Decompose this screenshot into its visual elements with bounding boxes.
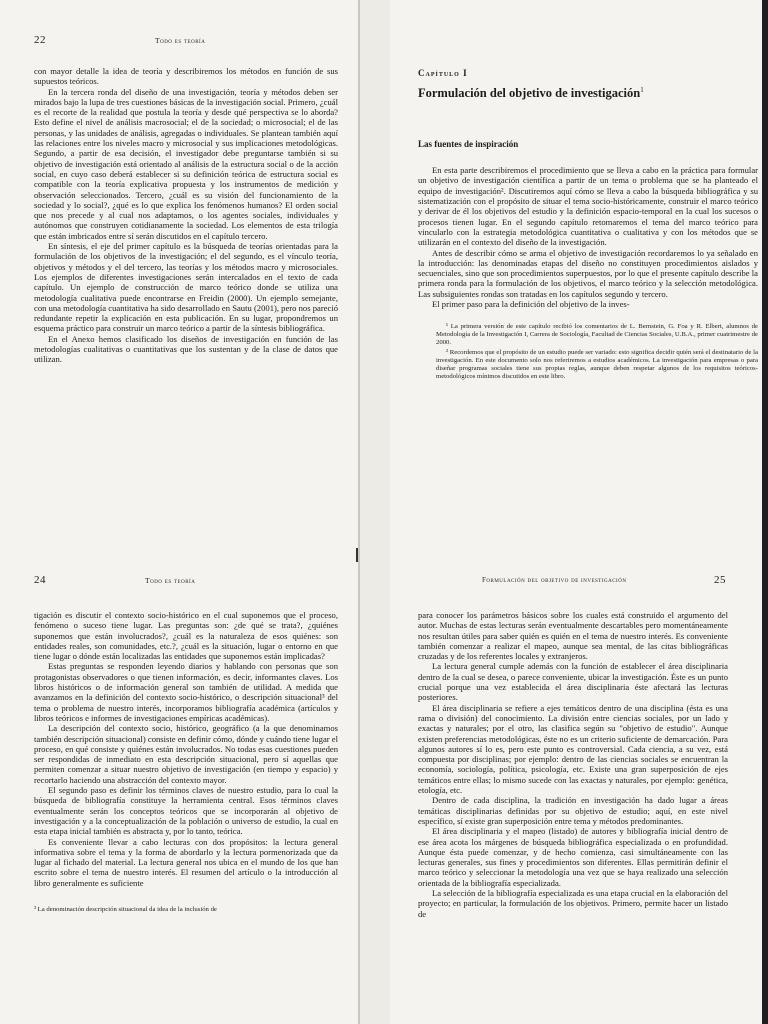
paragraph: con mayor detalle la idea de teoría y describiremos los métodos en función de sus supuestos teóricos. <box>34 66 338 87</box>
paragraph: Es conveniente llevar a cabo lecturas con dos propósitos: la lectura general informativa sobre el tema y la forma de abordarlo y la lectura pormenorizada que da lugar al fichado del material. La lectura general nos ubica en el mundo de los que han escrito sobre el tema de nuestro interés. El resumen del artículo o la introducción al libro generalmente es suficiente <box>34 836 338 888</box>
paragraph: La descripción del contexto socio, histórico, geográfico (a la que denominamos también descripción situacional) consiste en definir cómo, dónde y cuándo tiene lugar el proceso, en qué consiste y quiénes están involucrados. No todas esas cuestiones pueden ser respondidas de inmediato en esta descripción situacional, pero sí aquellas que permiten comenzar a situar nuestro objetivo de investigación (en tiempo y espacio) y recortarlo haciendo una abstracción del contexto mayor. <box>34 723 338 785</box>
paragraph: La lectura general cumple además con la función de establecer el área disciplinaria dentro de la cual se desea, o parece conveniente, ubicar la investigación. Éste es un punto crucial porque una vez establecida el área disciplinaria éste afectará las lecturas posteriores. <box>418 661 728 703</box>
footnote-ref: 1 <box>640 86 644 94</box>
chapter-title <box>418 86 768 101</box>
page-22 <box>10 30 352 515</box>
page-25 <box>396 570 768 1024</box>
running-head-title: Todo es teoría <box>145 576 196 585</box>
paragraph: Antes de describir cómo se arma el objetivo de investigación recordaremos lo ya señalado en la introducción: las denominadas etapas del diseño no constituyen procedimientos aislados y secuenciales, sino que son procedimientos superpuestos, por lo que el presente capítulo describe la primera ronda para la formulación de los objetivos, el marco teórico y la selección metodológica. Las subsiguientes rondas son tratadas en los capítulos segundo y tercero. <box>418 247 758 299</box>
running-head-title: Formulación del objetivo de investigación <box>482 576 627 584</box>
chapter-title-text: Formulación del objetivo de investigación <box>418 86 641 101</box>
paragraph: La selección de la bibliografía especializada es una etapa crucial en la elaboración del proyecto; en particular, la formulación de los objetivos. Primero, permite hacer un listado de <box>418 888 728 919</box>
body-text <box>10 592 352 888</box>
body-text <box>10 52 352 365</box>
running-header <box>10 30 352 52</box>
paragraph: El segundo paso es definir los términos claves de nuestro estudio, para lo cual la búsqueda de bibliografía constituye la herramienta central. Esos términos claves eventualmente serán los conceptos teóricos que se incorporarán al objetivo de investigación y a la conceptualización de la población o universo de estudio, la cual en esta etapa inicial también es abstracta y, por lo tanto, teórica. <box>34 785 338 837</box>
paragraph: Estas preguntas se responden leyendo diarios y hablando con personas que son protagonistas observadores o que tienen información, es decir, informantes claves. Los libros históricos o de información general son también de utilidad. A medida que avanzamos en la definición del contexto socio-histórico, o descripción situacional³ del tema o problema de nuestro interés, incorporamos bibliografía académica (artículos y libros teóricos e informes de investigaciones empíricas académicas). <box>34 661 338 723</box>
page-number: 22 <box>34 34 46 46</box>
paragraph: En esta parte describiremos el procedimiento que se lleva a cabo en la práctica para formular un objetivo de investigación científica a partir de un tema o problema que se ha planteado el equipo de investigación². Discutiremos aquí cómo se lleva a cabo la búsqueda bibliográfica y su sistematización con el propósito de situar el tema socio-históricamente, construir el marco teórico y derivar de él los objetivos del estudio y la definición espacio-temporal en la cual los sucesos o procesos tienen lugar. En el segundo capítulo retomaremos el tema del marco teórico para vincularlo con la estrategia metodológica cuantitativa o cualitativa y con los métodos que se utilizarán en el contexto del diseño de la investigación. <box>418 165 758 248</box>
fold-mark <box>356 548 358 562</box>
chapter-label: Capítulo I <box>418 68 468 78</box>
page-24 <box>10 570 352 1024</box>
footnotes <box>396 323 768 381</box>
page-number: 25 <box>714 574 726 586</box>
paragraph: El área disciplinaria se refiere a ejes temáticos dentro de una disciplina (ésta es una rama o división) del conocimiento. La división entre ciencias sociales, por un lado y exactas y naturales; por el otro, las clasifica según su "objetivo de estudio". Aunque existen preferencias metodológicas, éste no es un criterio suficiente de demarcación. Para algunos autores sí lo es, pero este punto es controversial. Cada ciencia, a su vez, está compuesta por disciplinas; por ejemplo: dentro de las ciencias sociales se encuentran la economía, sociología, política, psicología, etc. Existe una gran superposición de ejes temáticos entre ellas; lo mismo sucede con las exactas y naturales, por ejemplo: genética, etología, etc. <box>418 702 728 796</box>
running-head-title: Todo es teoría <box>155 36 206 45</box>
running-header <box>10 570 352 592</box>
body-text <box>396 165 768 309</box>
page-fold <box>358 0 360 1024</box>
footnote: ¹ La primera versión de este capítulo recibió los comentarios de L. Bernstein, G. Foa y R. Elbert, alumnos de Metodología de la Investigación I, Carrera de Sociología, Facultad de Ciencias Sociales, U.B.A., primer cuatrimestre de 2000. <box>436 323 758 347</box>
paragraph: Dentro de cada disciplina, la tradición en investigación ha dado lugar a áreas temáticas disciplinarias definidas por su objetivo de estudio; aquí, en este nivel específico, sí existe gran superposición entre tema y métodos predominantes. <box>418 795 728 826</box>
page-number: 24 <box>34 574 46 586</box>
running-header <box>396 570 768 592</box>
book-gutter <box>360 0 390 1024</box>
section-title: Las fuentes de inspiración <box>418 139 519 150</box>
paragraph: para conocer los parámetros básicos sobre los cuales está construido el argumento del autor. Muchas de estas lecturas serán eventualmente descartables pero momentáneamente nos resultan útiles para saber quién es quién en el tema de nuestro interés. Es conveniente también comenzar a realizar el mapeo, aunque sea mental, de las citas bibliográficas cruzadas y de los referentes locales y extranjeros. <box>418 610 728 662</box>
footnote: ² Recordemos que el propósito de un estudio puede ser variado: esto significa decidir quién será el destinatario de la investigación. En este documento solo nos referiremos a estudios académicos. La investigación para empresas o para diseñar programas sociales tiene sus propias reglas, aunque deben respetar algunos de los requisitos teóricos-metodológicos mínimos discutidos en este libro. <box>436 349 758 381</box>
paragraph: El primer paso para la definición del objetivo de la inves- <box>432 299 630 310</box>
body-text <box>396 592 768 919</box>
paragraph: El área disciplinaria y el mapeo (listado) de autores y bibliografía inicial dentro de ese área acota los márgenes de búsqueda bibliográfica especializada o en profundidad. Aunque ésta puede comenzar, y de hecho comienza, casi simultáneamente con las lecturas generales, sus fines y procedimientos son diferentes. Ellas permitirán definir el marco teórico y seleccionar la metodología una vez que se haya realizado una selección orientada de la bibliografía especializada. <box>418 826 728 888</box>
page-23 <box>396 30 768 515</box>
paragraph: tigación es discutir el contexto socio-histórico en el cual suponemos que el proceso, fenómeno o suceso tiene lugar. Las preguntas son: ¿de qué se trata?, ¿quiénes suponemos que están involucrados?, ¿cuál es la naturaleza de esos quiénes: son entidades reales, son comunidades, etc.?, ¿cuál es la situación, lugar o entorno en que tiene lugar o dónde están localizadas las entidades que suponemos están implicadas? <box>34 610 338 662</box>
footnote: ³ La denominación descripción situacional da idea de la inclusión de <box>34 906 217 914</box>
paragraph: En el Anexo hemos clasificado los diseños de investigación en función de las metodologías cualitativas o cuantitativas que los sustentan y de la clase de datos que utilizan. <box>34 333 338 365</box>
paragraph: En síntesis, el eje del primer capítulo es la búsqueda de teorías orientadas para la formulación de los objetivos de la investigación; el del segundo, es el vínculo teoría, objetivos y métodos y el del tercero, las teorías y los métodos macro y microsociales. Los ejemplos de diferentes investigaciones serán intercalados en el texto de cada capítulo. Un ejemplo de construcción de marco teórico donde se utiliza una metodología cualitativa puede encontrarse en Freidin (2000). Un ejemplo semejante, con una metodología cuantitativa ha sido desarrollado en Sautu (2001), pero nos pareció redundante repetir la explicación en esta publicación. En su lugar, propondremos un esquema práctico para construir un marco teórico a partir de la síntesis bibliográfica. <box>34 241 338 334</box>
paragraph: En la tercera ronda del diseño de una investigación, teoría y métodos deben ser mirados bajo la lupa de tres cuestiones básicas de la investigación social. Primero, ¿cuál es el recorte de la realidad que postula la teoría y desde qué perspectiva se lo aborda? Esto define el nivel de análisis macrosocial; el de la sociedad; o microsocial; el de las personas, y las unidades de análisis, agregadas o individuales. Se plantean también aquí las relaciones entre los niveles macro y microsocial y sus implicaciones metodológicas. Segundo, a partir de esa decisión, el investigador debe preguntarse también si su objetivo de investigación está orientado al análisis de la estructura social o de la acción social, en cuyo caso deberá establecer si su definición teórica de estructura social es compatible con la teoría explicativa propuesta y los instrumentos de medición y observación seleccionados. Tercero, ¿cuál es su visión del funcionamiento de la sociedad y lo social?, ¿qué es lo que explica los fenómenos humanos? El orden social que nos precede y al cual nos adaptamos, o los agentes sociales, individuales y autónomos que construyen cotidianamente la sociedad. Los elementos de esta trilogía que están imbricados entre sí serán discutidos en el capítulo tercero. <box>34 86 338 241</box>
